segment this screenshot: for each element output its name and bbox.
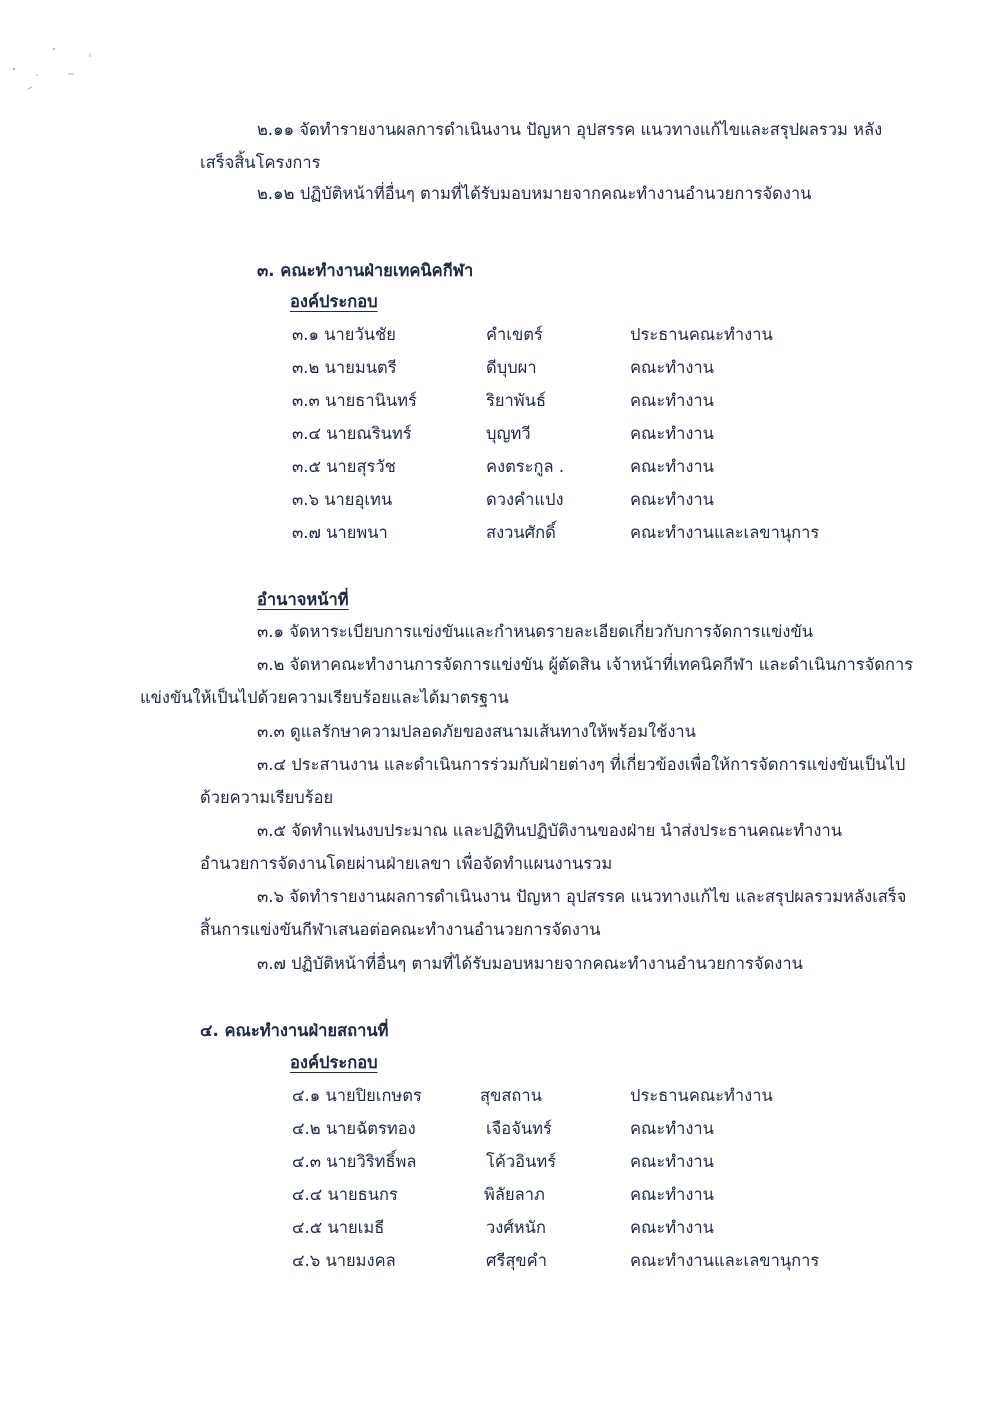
member-surname: พิลัยลาภ [484, 1185, 545, 1204]
duty-3-5-line2: อำนวยการจัดงานโดยผ่านฝ่ายเลขา เพื่อจัดทำแผนงานรวม [200, 854, 613, 873]
section4-heading: ๔. คณะทำงานฝ่ายสถานที่ [200, 1021, 389, 1040]
member-name: ๔.๓ นายวิริทธิ์พล [292, 1152, 417, 1171]
duty-3-1: ๓.๑ จัดหาระเบียบการแข่งขันและกำหนดรายละเอียดเกี่ยวกับการจัดการแข่งขัน [257, 622, 814, 641]
member-surname: ดีบุบผา [486, 358, 537, 377]
member-name: ๓.๖ นายอุเทน [292, 490, 393, 509]
duty-3-7: ๓.๗ ปฏิบัติหน้าที่อื่นๆ ตามที่ได้รับมอบหมายจากคณะทำงานอำนวยการจัดงาน [257, 954, 803, 973]
member-name: ๓.๓ นายธานินทร์ [292, 391, 417, 410]
member-role: คณะทำงาน [630, 1185, 714, 1204]
duty-3-6-line1: ๓.๖ จัดทำรายงานผลการดำเนินงาน ปัญหา อุปสรรค แนวทางแก้ไข และสรุปผลรวมหลังเสร็จ [257, 887, 907, 906]
member-name: ๓.๗ นายพนา [292, 523, 388, 542]
member-surname: โค้วอินทร์ [486, 1152, 557, 1171]
member-role: คณะทำงาน [630, 1119, 714, 1138]
member-name: ๓.๔ นายณรินทร์ [292, 424, 412, 443]
member-surname: คงตระกูล . [486, 457, 565, 476]
duty-3-4-line2: ด้วยความเรียบร้อย [200, 788, 334, 807]
member-name: ๔.๒ นายฉัตรทอง [292, 1119, 416, 1138]
member-role: คณะทำงาน [630, 1152, 714, 1171]
member-name: ๔.๕ นายเมธี [292, 1218, 385, 1237]
duty-3-2-line2: แข่งขันให้เป็นไปด้วยความเรียบร้อยและได้มาตรฐาน [140, 688, 509, 707]
member-role: คณะทำงานและเลขานุการ [630, 1251, 820, 1270]
section3-members-heading: องค์ประกอบ [290, 292, 378, 311]
item-2-11-line1: ๒.๑๑ จัดทำรายงานผลการดำเนินงาน ปัญหา อุปสรรค แนวทางแก้ไขและสรุปผลรวม หลัง [257, 120, 883, 139]
member-role: ประธานคณะทำงาน [630, 325, 773, 344]
duty-3-4-line1: ๓.๔ ประสานงาน และดำเนินการร่วมกับฝ่ายต่างๆ ที่เกี่ยวข้องเพื่อให้การจัดการแข่งขันเป็นไป [257, 755, 906, 774]
member-role: คณะทำงาน [630, 358, 714, 377]
member-name: ๔.๖ นายมงคล [292, 1251, 396, 1270]
member-role: คณะทำงาน [630, 490, 714, 509]
member-surname: สงวนศักดิ์ [486, 523, 556, 542]
member-name: ๔.๑ นายปิยเกษตร [292, 1086, 422, 1105]
member-role: คณะทำงาน [630, 457, 714, 476]
member-role: คณะทำงาน [630, 391, 714, 410]
member-role: คณะทำงาน [630, 424, 714, 443]
member-surname: วงศ์หนัก [486, 1218, 546, 1237]
item-2-11-line2: เสร็จสิ้นโครงการ [200, 153, 321, 172]
section3-heading: ๓. คณะทำงานฝ่ายเทคนิคกีฬา [257, 261, 474, 280]
member-name: ๔.๔ นายธนกร [292, 1185, 398, 1204]
duty-3-6-line2: สิ้นการแข่งขันกีฬาเสนอต่อคณะทำงานอำนวยการจัดงาน [200, 920, 601, 939]
member-role: ประธานคณะทำงาน [630, 1086, 773, 1105]
member-name: ๓.๑ นายวันชัย [292, 325, 396, 344]
member-role: คณะทำงานและเลขานุการ [630, 523, 820, 542]
member-surname: บุญทวี [486, 424, 531, 443]
section3-duties-heading: อำนาจหน้าที่ [257, 590, 349, 609]
duty-3-5-line1: ๓.๕ จัดทำแฟนงบประมาณ และปฏิทินปฏิบัติงานของฝ่าย นำส่งประธานคณะทำงาน [257, 821, 842, 840]
item-2-12: ๒.๑๒ ปฏิบัติหน้าที่อื่นๆ ตามที่ได้รับมอบหมายจากคณะทำงานอำนวยการจัดงาน [257, 184, 812, 203]
duty-3-3: ๓.๓ ดูแลรักษาความปลอดภัยของสนามเส้นทางให้พร้อมใช้งาน [257, 722, 696, 741]
member-role: คณะทำงาน [630, 1218, 714, 1237]
member-surname: สุขสถาน [480, 1086, 542, 1105]
scan-specks [10, 45, 100, 95]
member-name: ๓.๒ นายมนตรี [292, 358, 397, 377]
duty-3-2-line1: ๓.๒ จัดหาคณะทำงานการจัดการแข่งขัน ผู้ตัดสิน เจ้าหน้าที่เทคนิคกีฬา และดำเนินการจัดการ [257, 655, 914, 674]
member-surname: ริยาพันธ์ [486, 391, 547, 410]
member-surname: คำเขตร์ [486, 325, 543, 344]
section4-members-heading: องค์ประกอบ [290, 1053, 378, 1072]
member-surname: ศรีสุขคำ [486, 1251, 547, 1270]
member-name: ๓.๕ นายสุรวัช [292, 457, 396, 476]
member-surname: เจือจันทร์ [486, 1119, 552, 1138]
member-surname: ดวงคำแปง [486, 490, 564, 509]
